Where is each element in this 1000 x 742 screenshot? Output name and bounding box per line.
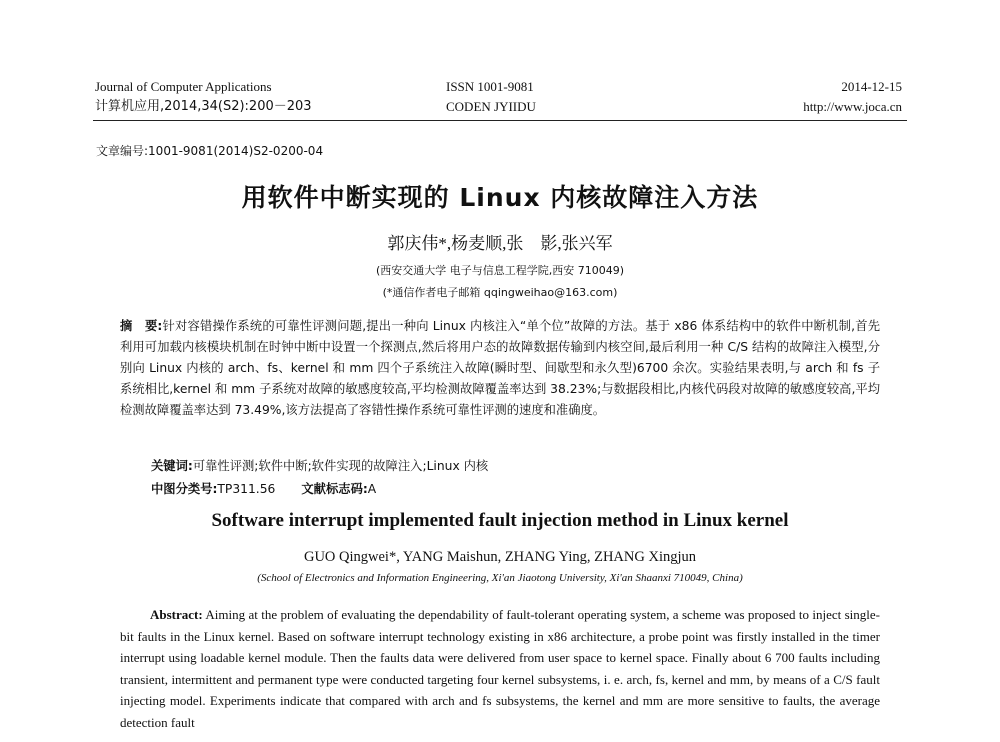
title-cn: 用软件中断实现的 Linux 内核故障注入方法 <box>241 183 759 212</box>
authors-cn: 郭庆伟*,杨麦顺,张 影,张兴军 <box>387 234 613 253</box>
classification-cn <box>151 479 376 497</box>
journal-header-middle <box>446 77 536 117</box>
abstract-en-label: Abstract: <box>150 607 203 622</box>
journal-url[interactable]: http://www.joca.cn <box>803 99 902 114</box>
abstract-cn-text: 针对容错操作系统的可靠性评测问题,提出一种向 Linux 内核注入“单个位”故障的方法。基于 x86 体系结构中的软件中断机制,首先利用可加载内核模块机制在时钟中断中设置一个探测点,然后将用户态的故障数据传输到内核空间,最后利用一种 C/S 结构的故障注入模型,分别向 Linux 内核的 arch、fs、kernel 和 mm 四个子系统注入故障(瞬时型、间歇型和永久型)6700 余次。实验结果表明,与 arch 和 fs 子系统相比,kernel 和 mm 子系统对故障的敏感度较高,平均检测故障覆盖率达到 38.23%;与数据段相比,内核代码段对故障的敏感度较高,平均检测故障覆盖率达到 73.49%,该方法提高了容错性操作系统可靠性评测的速度和准确度。 <box>120 319 880 417</box>
doc-code-value: A <box>367 482 377 496</box>
issn: ISSN 1001-9081 <box>446 79 534 94</box>
doc-code-label: 文献标志码: <box>301 482 368 496</box>
journal-citation-cn: 计算机应用,2014,34(S2):200－203 <box>95 99 312 114</box>
abstract-en-text: Aiming at the problem of evaluating the dependability of fault-tolerant operating system, a scheme was proposed to inject single-bit faults in the Linux kernel. Based on software interrupt technology existing in x86 architecture, a probe point was firstly installed in the timer interrupt using loadable kernel module. Then the faults data were delivered from user space to kernel space. Finally about 6 700 faults including transient, intermittent and permanent type were conducted targeting four kernel subsystems, i. e. arch, fs, kernel and mm, by means of a C/S fault injecting model. Experiments indicate that compared with arch and fs subsystems, the kernel and mm are more sensitive to faults, the average detection fault <box>120 607 880 730</box>
journal-header-left <box>95 77 312 117</box>
affiliation-cn: (西安交通大学 电子与信息工程学院,西安 710049) <box>375 264 625 277</box>
title-en: Software interrupt implemented fault injection method in Linux kernel <box>211 510 789 531</box>
affiliation-en: (School of Electronics and Information Engineering, Xi'an Jiaotong University, Xi'an Shaanxi 710049, China) <box>257 572 743 584</box>
coden: CODEN JYIIDU <box>446 99 536 114</box>
journal-name-en: Journal of Computer Applications <box>95 79 272 94</box>
abstract-en <box>120 604 880 733</box>
journal-header-right <box>803 77 902 117</box>
clc-value: TP311.56 <box>217 482 276 496</box>
publish-date: 2014-12-15 <box>841 79 902 94</box>
keywords-cn-label: 关键词: <box>151 459 193 473</box>
clc-label: 中图分类号: <box>151 482 218 496</box>
keywords-cn <box>151 456 488 474</box>
authors-en: GUO Qingwei*, YANG Maishun, ZHANG Ying, ZHANG Xingjun <box>303 549 697 565</box>
abstract-cn <box>120 316 880 421</box>
abstract-cn-label: 摘 要: <box>120 319 163 333</box>
keywords-cn-text: 可靠性评测;软件中断;软件实现的故障注入;Linux 内核 <box>192 459 489 473</box>
email-cn: (*通信作者电子邮箱 qqingweihao@163.com) <box>382 286 618 299</box>
article-number: 文章编号:1001-9081(2014)S2-0200-04 <box>96 144 324 158</box>
header-rule <box>93 120 907 121</box>
